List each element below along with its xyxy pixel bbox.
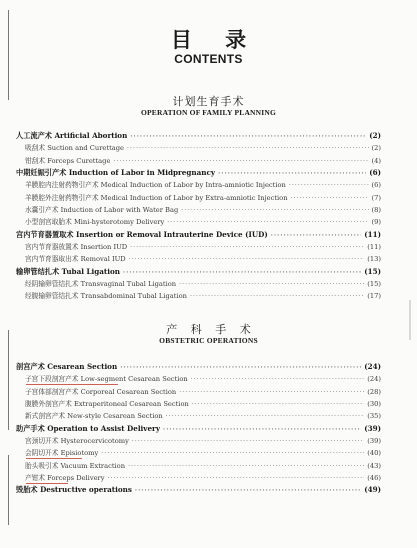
toc-entry-page: (35) <box>367 412 381 421</box>
toc-entry-label: 剖宫产术 Cesarean Section <box>16 362 118 371</box>
leader-dots <box>191 374 365 386</box>
toc-entry-label: 中期妊娠引产术 Induction of Labor in Midpregnancy <box>16 168 216 178</box>
toc-entry[interactable] <box>16 423 381 435</box>
toc-entry-page: (28) <box>367 387 381 396</box>
toc-entry-label: 宫颈切开术 Hysterocervicotomy <box>25 437 129 446</box>
toc-entry-page: (40) <box>367 449 381 458</box>
page-title-en: CONTENTS <box>174 52 243 66</box>
toc-entry[interactable] <box>16 216 381 228</box>
leader-dots <box>190 291 364 303</box>
pen-underline <box>26 458 82 459</box>
toc-entry-label: 水囊引产术 Induction of Labor with Water Bag <box>25 206 179 215</box>
toc-entry-page: (2) <box>369 131 381 140</box>
toc-entry-page: (6) <box>369 168 381 178</box>
leader-dots <box>181 205 368 217</box>
toc-entry-page: (46) <box>367 474 381 483</box>
toc-entry-page: (24) <box>367 375 381 384</box>
toc-entry-page: (43) <box>367 461 381 470</box>
toc-entry[interactable] <box>16 204 381 216</box>
toc-entry-page: (6) <box>371 181 381 190</box>
toc-entry-page: (39) <box>364 423 381 433</box>
toc-entry-label: 胎头吸引术 Vacuum Extraction <box>25 461 126 470</box>
leader-dots <box>108 473 365 485</box>
toc-entry-page: (39) <box>367 437 381 446</box>
toc-entry-label: 腹膜外剖宫产术 Extraperitoneal Cesarean Section <box>25 400 189 409</box>
toc-entry[interactable] <box>16 241 381 253</box>
toc-entry-label: 经腹输卵管结扎术 Transabdominal Tubal Ligation <box>25 292 187 301</box>
toc-entry-label: 毁胎术 Destructive operations <box>16 485 132 495</box>
toc-entry[interactable] <box>16 142 381 154</box>
leader-dots <box>132 436 364 448</box>
leader-dots <box>271 230 361 242</box>
toc-entry-page: (30) <box>367 400 381 409</box>
leader-dots <box>128 461 364 473</box>
toc-entry[interactable] <box>16 386 381 398</box>
page-title-cn: 目 录 <box>170 28 260 52</box>
toc-section-family-planning <box>16 130 381 303</box>
toc-entry[interactable] <box>16 266 381 278</box>
toc-entry-page: (8) <box>371 206 381 215</box>
leader-dots <box>166 411 365 423</box>
toc-entry[interactable] <box>16 484 381 496</box>
section-title-en: OBSTETRIC OPERATIONS <box>159 336 258 345</box>
toc-entry-label: 羊膜腔外注射药物引产术 Medical Induction of Labor by Extra-amniotic Injection <box>25 193 288 202</box>
section-title-cn: 产 科 手 术 <box>166 323 256 336</box>
leader-dots <box>179 387 364 399</box>
toc-entry[interactable] <box>16 179 381 191</box>
toc-entry-page: (4) <box>371 156 381 165</box>
toc-entry[interactable] <box>16 130 381 142</box>
toc-entry-page: (13) <box>367 255 381 264</box>
toc-entry-label: 小型剖宫取胎术 Mini-hysterotomy Delivery <box>25 218 165 227</box>
toc-entry[interactable] <box>16 398 381 410</box>
toc-entry-page: (17) <box>367 292 381 301</box>
toc-entry-label: 产钳术 Forceps Delivery <box>25 474 105 483</box>
leader-dots <box>130 131 366 143</box>
section-title-en: OPERATION OF FAMILY PLANNING <box>140 108 277 117</box>
toc-entry-label: 宫内节育器取出术 Removal IUD <box>25 255 126 264</box>
toc-entry-page: (11) <box>364 229 381 239</box>
toc-entry-label: 会阴切开术 Episiotomy <box>25 449 99 458</box>
toc-entry-page: (24) <box>364 362 381 371</box>
toc-entry-label: 助产手术 Operation to Assist Delivery <box>16 423 160 433</box>
toc-entry-page: (11) <box>367 243 381 252</box>
toc-entry-page: (49) <box>364 485 381 495</box>
toc-section-obstetric <box>16 361 381 497</box>
toc-entry-label: 人工流产术 Artificial Abortion <box>16 131 128 140</box>
toc-entry-page: (15) <box>364 266 381 276</box>
toc-entry[interactable] <box>16 410 381 422</box>
leader-dots <box>163 424 361 436</box>
leader-dots <box>179 279 364 291</box>
toc-entry-label: 经阴输卵管结扎术 Transvaginal Tubal Ligation <box>25 280 177 289</box>
toc-entry-label: 宫内节育器置取术 Insertion or Removal Intrauterine Device (IUD) <box>16 229 268 239</box>
toc-entry[interactable] <box>16 192 381 204</box>
leader-dots <box>127 143 369 155</box>
toc-entry-label: 子宫体部剖宫产术 Corporeal Cesarean Section <box>25 387 177 396</box>
leader-dots <box>289 180 369 192</box>
toc-entry-page: (2) <box>371 144 381 153</box>
section-title-cn: 计划生育手术 <box>172 95 245 108</box>
toc-entry[interactable] <box>16 472 381 484</box>
toc-entry-label: 吸刮术 Suction and Curettage <box>25 144 124 153</box>
toc-entry[interactable] <box>16 278 381 290</box>
toc-entry-label: 羊膜腔内注射药物引产术 Medical Induction of Labor by Intra-amniotic Injection <box>25 181 286 190</box>
toc-entry[interactable] <box>16 229 381 241</box>
toc-entry-label: 输卵管结扎术 Tubal Ligation <box>16 266 120 276</box>
toc-entry[interactable] <box>16 460 381 472</box>
pen-underline <box>26 483 68 484</box>
leader-dots <box>129 254 365 266</box>
pen-underline <box>26 384 118 385</box>
toc-entry[interactable] <box>16 435 381 447</box>
leader-dots <box>135 485 361 497</box>
toc-entry-page: (9) <box>371 218 381 227</box>
leader-dots <box>291 193 369 205</box>
toc-entry-page: (7) <box>371 193 381 202</box>
toc-entry-label: 子宫下段剖宫产术 Low-segment Cesarean Section <box>25 375 188 384</box>
toc-entry-label: 新式剖宫产术 New-style Cesarean Section <box>25 412 163 421</box>
toc-entry[interactable] <box>16 361 381 373</box>
toc-entry-label: 宫内节育器放置术 Insertion IUD <box>25 243 128 252</box>
leader-dots <box>101 448 364 460</box>
page-margin-rule <box>8 330 9 430</box>
toc-entry[interactable] <box>16 167 381 179</box>
toc-entry-page: (15) <box>367 280 381 289</box>
toc-entry[interactable] <box>16 253 381 265</box>
toc-entry[interactable] <box>16 290 381 302</box>
toc-entry-label: 钳刮术 Forceps Curettage <box>25 156 111 165</box>
page-margin-rule <box>8 455 9 525</box>
leader-dots <box>192 399 364 411</box>
toc-entry[interactable] <box>16 155 381 167</box>
leader-dots <box>130 242 364 254</box>
